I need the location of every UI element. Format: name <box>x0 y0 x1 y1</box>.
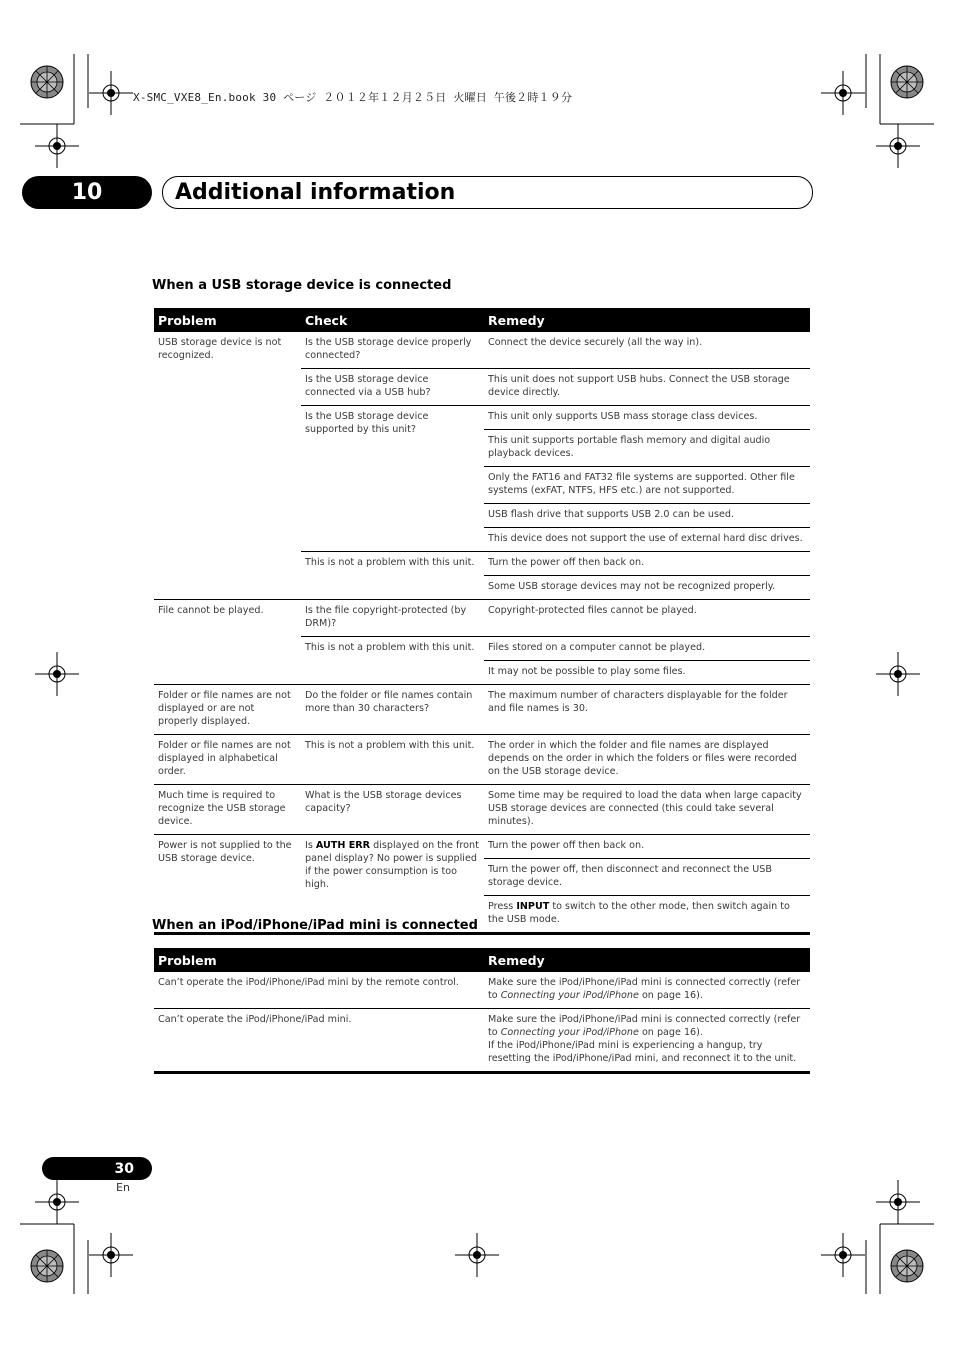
registration-mark <box>876 1180 920 1224</box>
remedy-cell: Copyright-protected files cannot be played. <box>484 600 810 637</box>
remedy-cell: Some time may be required to load the data when large capacity USB storage devices are connected (this could take several minutes). <box>484 785 810 835</box>
input-button-label: INPUT <box>516 901 550 912</box>
registration-mark <box>876 652 920 696</box>
ipod-troubleshooting-table <box>154 948 810 1074</box>
registration-mark <box>89 71 133 115</box>
column-header-remedy: Remedy <box>484 308 810 332</box>
check-text-post: displayed on the front panel display? No power is supplied if the power consumption is too high. <box>305 840 479 890</box>
problem-cell: Power is not supplied to the USB storage device. <box>154 835 301 934</box>
column-header-problem: Problem <box>154 308 301 332</box>
table-header-row <box>154 308 810 332</box>
remedy-cell: It may not be possible to play some files. <box>484 661 810 685</box>
problem-cell: File cannot be played. <box>154 600 301 685</box>
remedy-cell: Turn the power off then back on. <box>484 552 810 576</box>
remedy-text-pre: Make sure the iPod/iPhone/iPad mini is connected correctly (refer to <box>488 977 801 1001</box>
remedy-cell: The maximum number of characters displayable for the folder and file names is 30. <box>484 685 810 735</box>
remedy-cell: Turn the power off then back on. <box>484 835 810 859</box>
check-cell: Do the folder or file names contain more than 30 characters? <box>301 685 484 735</box>
remedy-cell <box>484 972 810 1009</box>
table-row <box>154 972 810 1009</box>
remedy-cell <box>484 1009 810 1073</box>
remedy-text-post: on page 16). <box>638 990 703 1001</box>
auth-err-indicator-text: AUTH ERR <box>315 840 371 851</box>
registration-mark <box>35 1180 79 1224</box>
check-cell: Is the file copyright-protected (by DRM)? <box>301 600 484 637</box>
table-row <box>154 685 810 735</box>
check-cell: This is not a problem with this unit. <box>301 735 484 785</box>
remedy-cell: Only the FAT16 and FAT32 file systems are supported. Other file systems (exFAT, NTFS, HFS etc.) are not supported. <box>484 467 810 504</box>
section-heading-ipod: When an iPod/iPhone/iPad mini is connected <box>152 918 478 933</box>
problem-cell: Can’t operate the iPod/iPhone/iPad mini by the remote control. <box>154 972 484 1009</box>
check-text-pre: Is <box>305 840 316 851</box>
chapter-number: 10 <box>22 176 152 209</box>
problem-cell: Much time is required to recognize the USB storage device. <box>154 785 301 835</box>
table-header-row <box>154 948 810 972</box>
page-language: En <box>116 1181 130 1194</box>
remedy-text-post: on page 16). <box>638 1027 703 1038</box>
cross-reference: Connecting your iPod/iPhone <box>500 1027 639 1038</box>
chapter-title-box <box>162 176 813 209</box>
column-header-remedy: Remedy <box>484 948 810 972</box>
chapter-title: Additional information <box>175 180 456 205</box>
table-row <box>154 785 810 835</box>
remedy-cell: This unit does not support USB hubs. Connect the USB storage device directly. <box>484 369 810 406</box>
check-cell: What is the USB storage devices capacity? <box>301 785 484 835</box>
registration-mark <box>876 124 920 168</box>
remedy-text-line2: If the iPod/iPhone/iPad mini is experiencing a hangup, try resetting the iPod/iPhone/iPad mini, and reconnect it to the unit. <box>488 1040 797 1064</box>
usb-troubleshooting-table <box>154 308 810 935</box>
registration-mark <box>821 1233 865 1277</box>
starburst-mark-top-right <box>891 66 923 98</box>
section-heading-usb: When a USB storage device is connected <box>152 278 452 293</box>
registration-mark <box>35 652 79 696</box>
problem-cell: Folder or file names are not displayed or are not properly displayed. <box>154 685 301 735</box>
registration-mark <box>821 71 865 115</box>
check-cell: This is not a problem with this unit. <box>301 637 484 685</box>
remedy-cell: This unit supports portable flash memory and digital audio playback devices. <box>484 430 810 467</box>
registration-mark <box>89 1233 133 1277</box>
remedy-cell: The order in which the folder and file names are displayed depends on the order in which the folders or files were recorded on the USB storage device. <box>484 735 810 785</box>
column-header-problem: Problem <box>154 948 484 972</box>
remedy-cell <box>484 896 810 934</box>
remedy-cell: Connect the device securely (all the way in). <box>484 332 810 369</box>
remedy-text-post: to switch to the other mode, then switch again to the USB mode. <box>488 901 790 925</box>
remedy-cell: USB flash drive that supports USB 2.0 can be used. <box>484 504 810 528</box>
starburst-mark-top-left <box>31 66 63 98</box>
remedy-text-pre: Press <box>488 901 517 912</box>
problem-cell: Can’t operate the iPod/iPhone/iPad mini. <box>154 1009 484 1073</box>
column-header-check: Check <box>301 308 484 332</box>
starburst-mark-bottom-left <box>31 1250 63 1282</box>
page-number: 30 <box>42 1157 152 1180</box>
remedy-cell: Some USB storage devices may not be recognized properly. <box>484 576 810 600</box>
registration-mark <box>455 1233 499 1277</box>
print-slug: X-SMC_VXE8_En.book 30 ページ ２０１２年１２月２５日 火曜日 午後２時１９分 <box>133 91 573 104</box>
check-cell: Is the USB storage device properly connected? <box>301 332 484 369</box>
table-row <box>154 835 810 859</box>
starburst-mark-bottom-right <box>891 1250 923 1282</box>
remedy-cell: This unit only supports USB mass storage class devices. <box>484 406 810 430</box>
check-cell: This is not a problem with this unit. <box>301 552 484 600</box>
registration-mark <box>35 124 79 168</box>
check-cell: Is the USB storage device connected via a USB hub? <box>301 369 484 406</box>
table-row <box>154 600 810 637</box>
check-cell: Is the USB storage device supported by this unit? <box>301 406 484 552</box>
table-row <box>154 735 810 785</box>
cross-reference: Connecting your iPod/iPhone <box>500 990 639 1001</box>
remedy-cell: Turn the power off, then disconnect and reconnect the USB storage device. <box>484 859 810 896</box>
table-row <box>154 1009 810 1073</box>
remedy-cell: Files stored on a computer cannot be played. <box>484 637 810 661</box>
table-row <box>154 332 810 369</box>
problem-cell: USB storage device is not recognized. <box>154 332 301 600</box>
problem-cell: Folder or file names are not displayed in alphabetical order. <box>154 735 301 785</box>
remedy-cell: This device does not support the use of external hard disc drives. <box>484 528 810 552</box>
remedy-text-pre: Make sure the iPod/iPhone/iPad mini is connected correctly (refer to <box>488 1014 801 1038</box>
